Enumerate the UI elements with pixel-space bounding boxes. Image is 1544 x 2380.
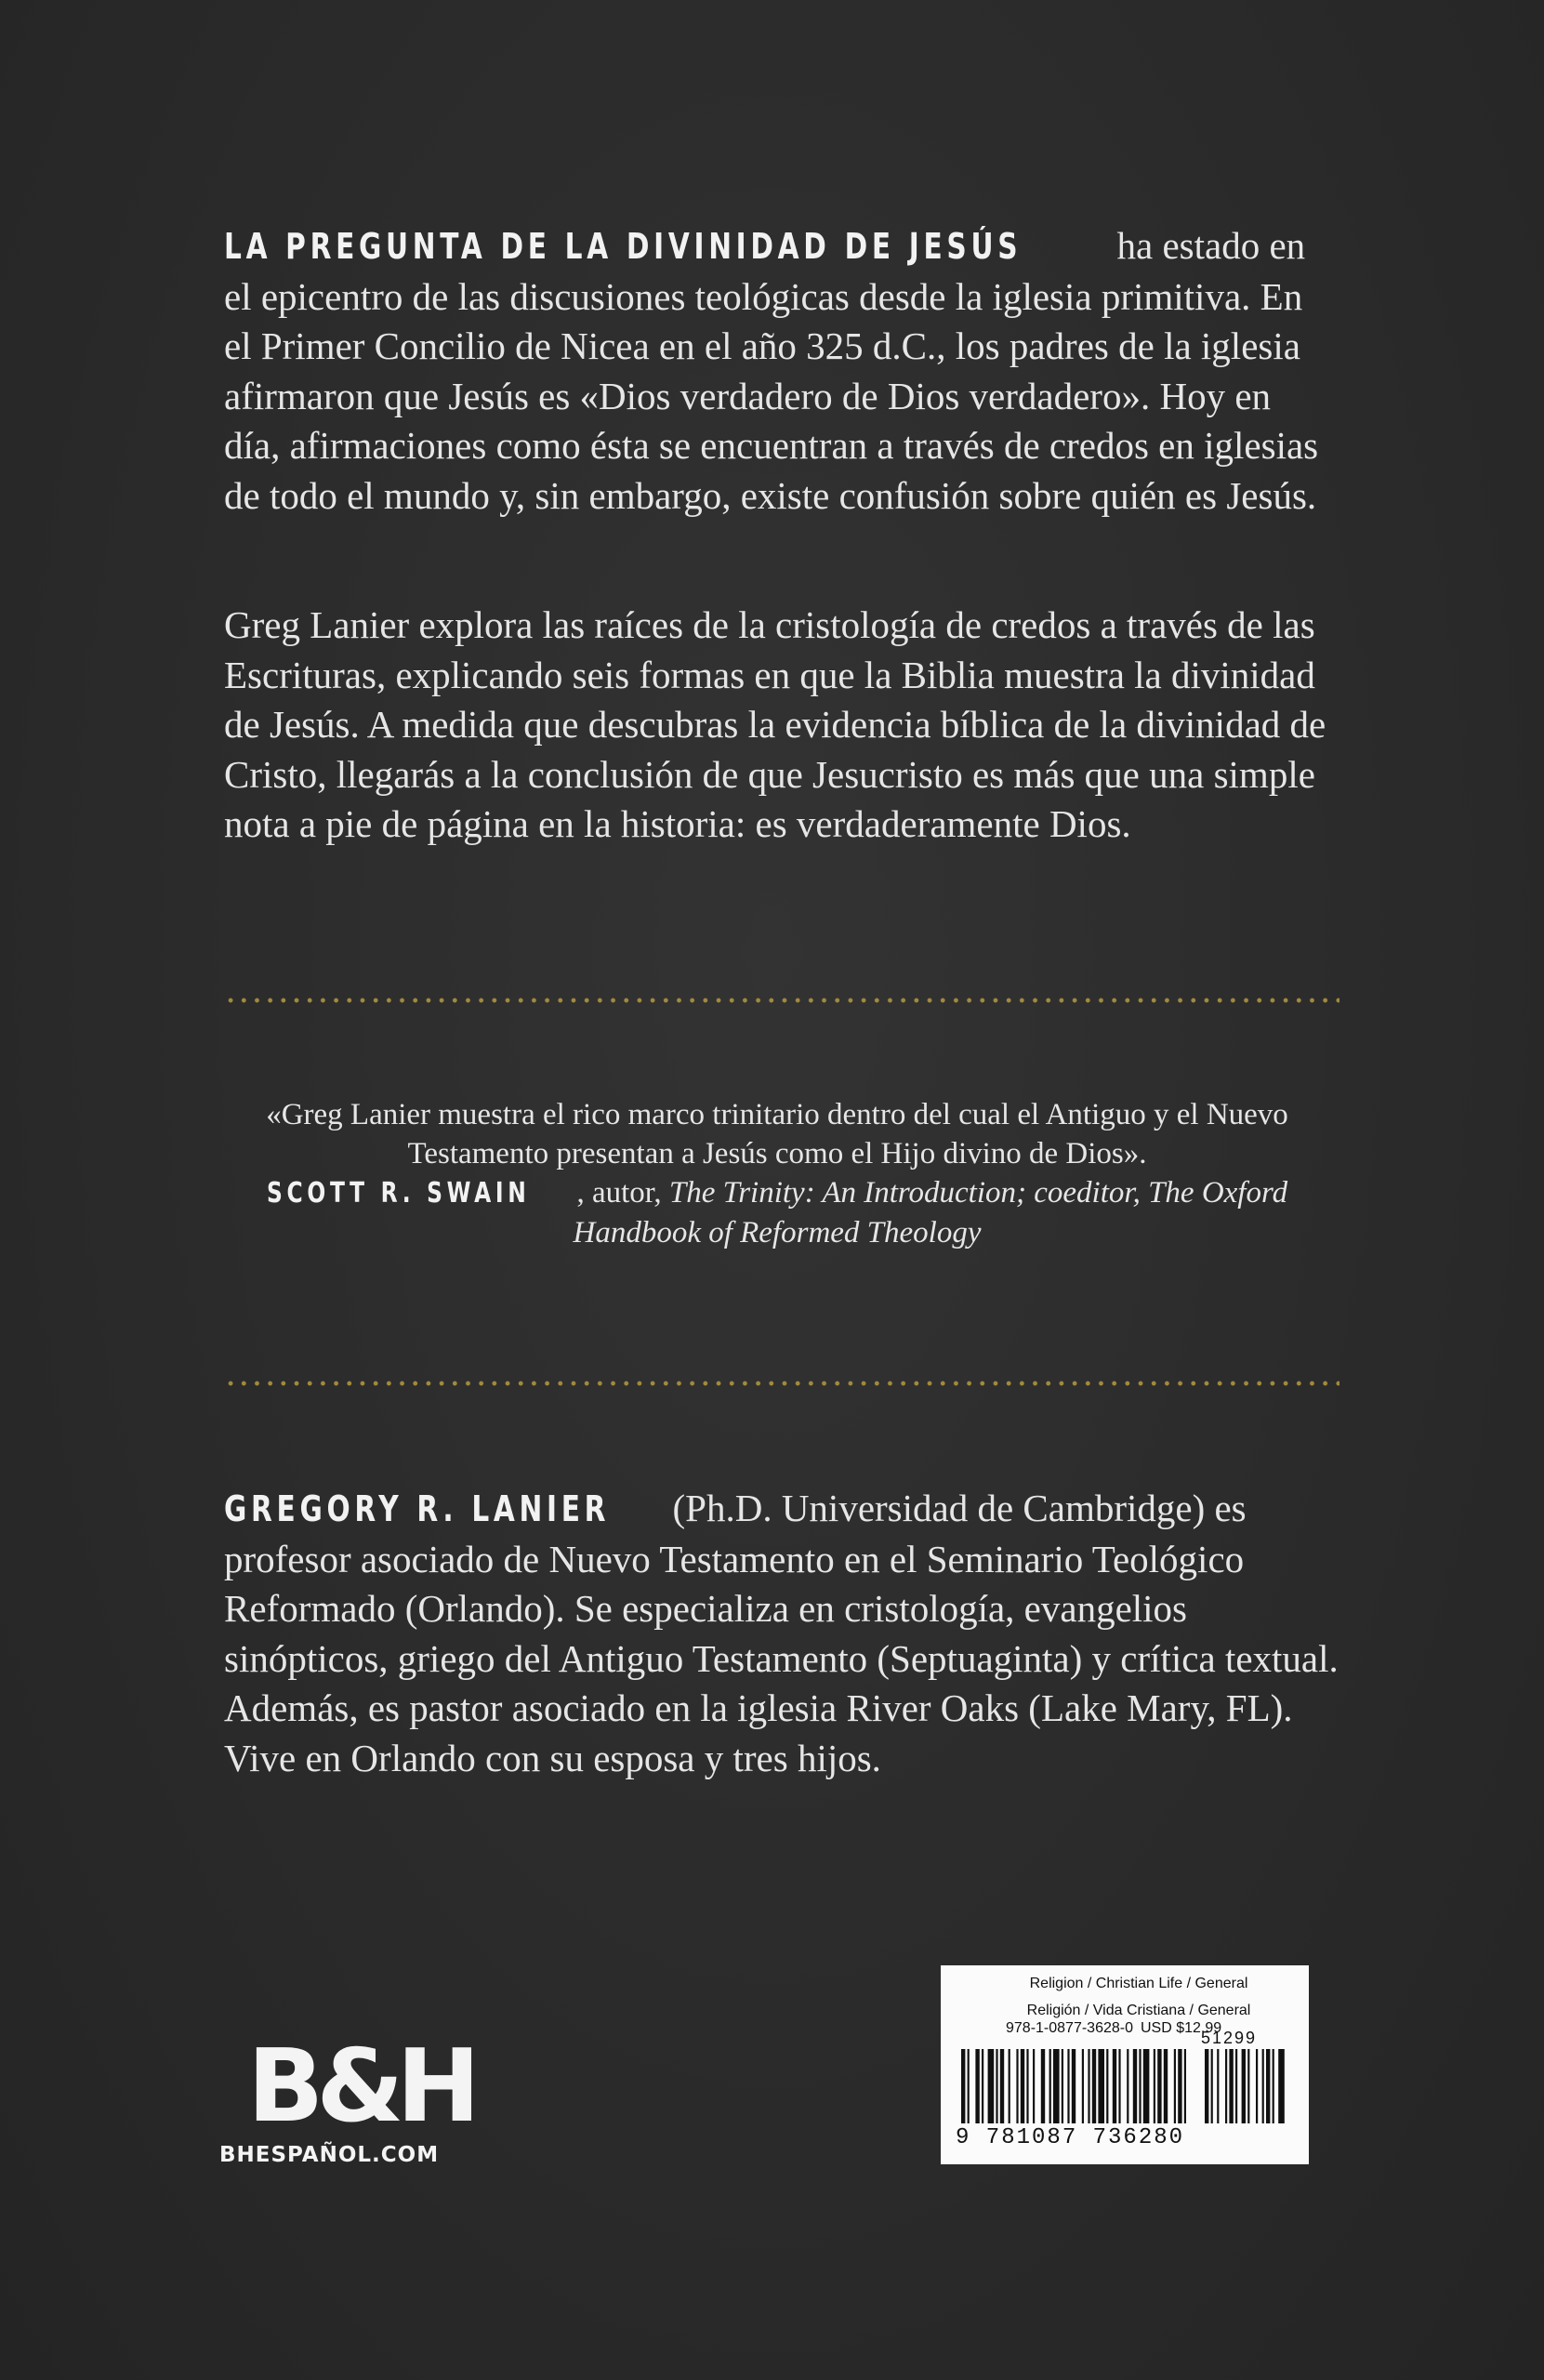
barcode-digits: 9 781087 736280 bbox=[956, 2125, 1185, 2150]
barcode-ext-bar bbox=[1225, 2049, 1227, 2123]
barcode-bar bbox=[1000, 2049, 1004, 2123]
barcode-bar bbox=[1106, 2049, 1108, 2123]
barcode-bar bbox=[1139, 2049, 1141, 2123]
dotted-divider-top bbox=[224, 998, 1339, 1003]
barcode-ext-bar bbox=[1256, 2049, 1258, 2123]
barcode-bar bbox=[1174, 2049, 1176, 2123]
barcode-bar bbox=[961, 2049, 965, 2123]
barcode-bar bbox=[1154, 2049, 1155, 2123]
barcode-bar bbox=[1041, 2049, 1045, 2123]
barcode-bar bbox=[1049, 2049, 1051, 2123]
barcode-bar bbox=[1082, 2049, 1084, 2123]
barcode-bar bbox=[1178, 2049, 1181, 2123]
endorsement-attribution bbox=[224, 1173, 1330, 1252]
barcode-bar bbox=[968, 2049, 970, 2123]
barcode-label bbox=[941, 1965, 1309, 2164]
endorser-role: , autor, bbox=[576, 1176, 669, 1210]
barcode-ext-bar bbox=[1266, 2049, 1270, 2123]
barcode-bar bbox=[1072, 2049, 1076, 2123]
intro-body: ha estado en el epicentro de las discusiones teológicas desde la iglesia primitiva. En el Primer Concilio de Nicea en el año 325 d.C., los padres de la iglesia afirmaron que Jesús es «Dios verdadero de Dios verdadero». Hoy en día, afirmaciones como ésta se encuentran a través de credos en iglesias de todo el mundo y, sin embargo, existe confusión sobre quién es Jesús. bbox=[224, 224, 1319, 517]
barcode-bar bbox=[1021, 2049, 1024, 2123]
author-name: GREGORY R. LANIER bbox=[224, 1488, 611, 1529]
barcode-bar bbox=[1127, 2049, 1128, 2123]
endorsement bbox=[224, 1095, 1330, 1252]
barcode-bar bbox=[1184, 2049, 1186, 2123]
barcode-bars bbox=[956, 2049, 1300, 2125]
price: USD $12.99 bbox=[1141, 2020, 1222, 2036]
barcode-ext-bar bbox=[1235, 2049, 1237, 2123]
publisher-url: BHESPAÑOL.COM bbox=[219, 2143, 440, 2167]
barcode-bar bbox=[1062, 2049, 1063, 2123]
barcode-bar bbox=[996, 2049, 997, 2123]
barcode-ext-bar bbox=[1247, 2049, 1249, 2123]
barcode-bar bbox=[1133, 2049, 1137, 2123]
barcode-bar bbox=[1092, 2049, 1096, 2123]
intro-lead: LA PREGUNTA DE LA DIVINIDAD DE JESÚS bbox=[224, 226, 1023, 267]
barcode-bar bbox=[975, 2049, 979, 2123]
barcode-ext-bar bbox=[1205, 2049, 1208, 2123]
endorser-titles: The Trinity: An Introduction; coeditor, The Oxford Handbook of Reformed Theology bbox=[573, 1176, 1288, 1250]
barcode-bar bbox=[1016, 2049, 1018, 2123]
barcode-bar bbox=[1026, 2049, 1028, 2123]
barcode-ext-bar bbox=[1217, 2049, 1219, 2123]
author-bio-body: (Ph.D. Universidad de Cambridge) es profesor asociado de Nuevo Testamento en el Seminario Teológico Reformado (Orlando). Se especializa en cristología, evangelios sinópticos, griego del Antiguo Testamento (Septuaginta) y crítica textual. Además, es pastor asociado en la iglesia River Oaks (Lake Mary, FL). Vive en Orlando con su esposa y tres hijos. bbox=[224, 1487, 1339, 1779]
barcode-bar bbox=[1118, 2049, 1120, 2123]
category-english: Religion / Christian Life / General bbox=[1029, 1976, 1248, 1991]
endorser-name: SCOTT R. SWAIN bbox=[266, 1177, 531, 1210]
barcode-bar bbox=[1143, 2049, 1150, 2123]
dotted-divider-bottom bbox=[224, 1381, 1339, 1386]
barcode-bar bbox=[1164, 2049, 1168, 2123]
description-paragraph: Greg Lanier explora las raíces de la cristología de credos a través de las Escrituras, explicando seis formas en que la Biblia muestra la divinidad de Jesús. A medida que descubras la evidencia bíblica de la divinidad de Cristo, llegarás a la conclusión de que Jesucristo es más que una simple nota a pie de página en la historia: es verdaderamente Dios. bbox=[224, 603, 1326, 845]
barcode-bar bbox=[988, 2049, 995, 2123]
barcode-ext-bar bbox=[1211, 2049, 1213, 2123]
category-spanish: Religión / Vida Cristiana / General bbox=[1026, 2003, 1251, 2018]
endorsement-quote: «Greg Lanier muestra el rico marco trinitario dentro del cual el Antiguo y el Nuevo Testamento presentan a Jesús como el Hijo divino de Dios». bbox=[266, 1098, 1288, 1170]
barcode-ext-bar bbox=[1229, 2049, 1233, 2123]
barcode-ext-bar bbox=[1242, 2049, 1246, 2123]
barcode-bar bbox=[1009, 2049, 1010, 2123]
isbn-number: 978-1-0877-3628-0 bbox=[1006, 2020, 1133, 2036]
barcode-bar bbox=[1088, 2049, 1089, 2123]
author-bio bbox=[224, 1484, 1339, 1783]
barcode-ext-bar bbox=[1273, 2049, 1274, 2123]
barcode-bar bbox=[1157, 2049, 1161, 2123]
intro-paragraph bbox=[224, 221, 1330, 521]
barcode-ext-bar bbox=[1278, 2049, 1285, 2123]
isbn-price-line bbox=[1006, 2019, 1309, 2037]
barcode-bar bbox=[1098, 2049, 1104, 2123]
publisher-logo bbox=[219, 2029, 473, 2167]
barcode-bar bbox=[1033, 2049, 1035, 2123]
barcode-bar bbox=[1053, 2049, 1060, 2123]
barcode-bar bbox=[1067, 2049, 1069, 2123]
price-code: 51299 bbox=[1201, 2029, 1258, 2047]
barcode-bar bbox=[982, 2049, 983, 2123]
barcode-bar bbox=[1113, 2049, 1116, 2123]
bh-logo-mark: B&H bbox=[247, 2029, 473, 2145]
barcode-ext-bar bbox=[1262, 2049, 1264, 2123]
